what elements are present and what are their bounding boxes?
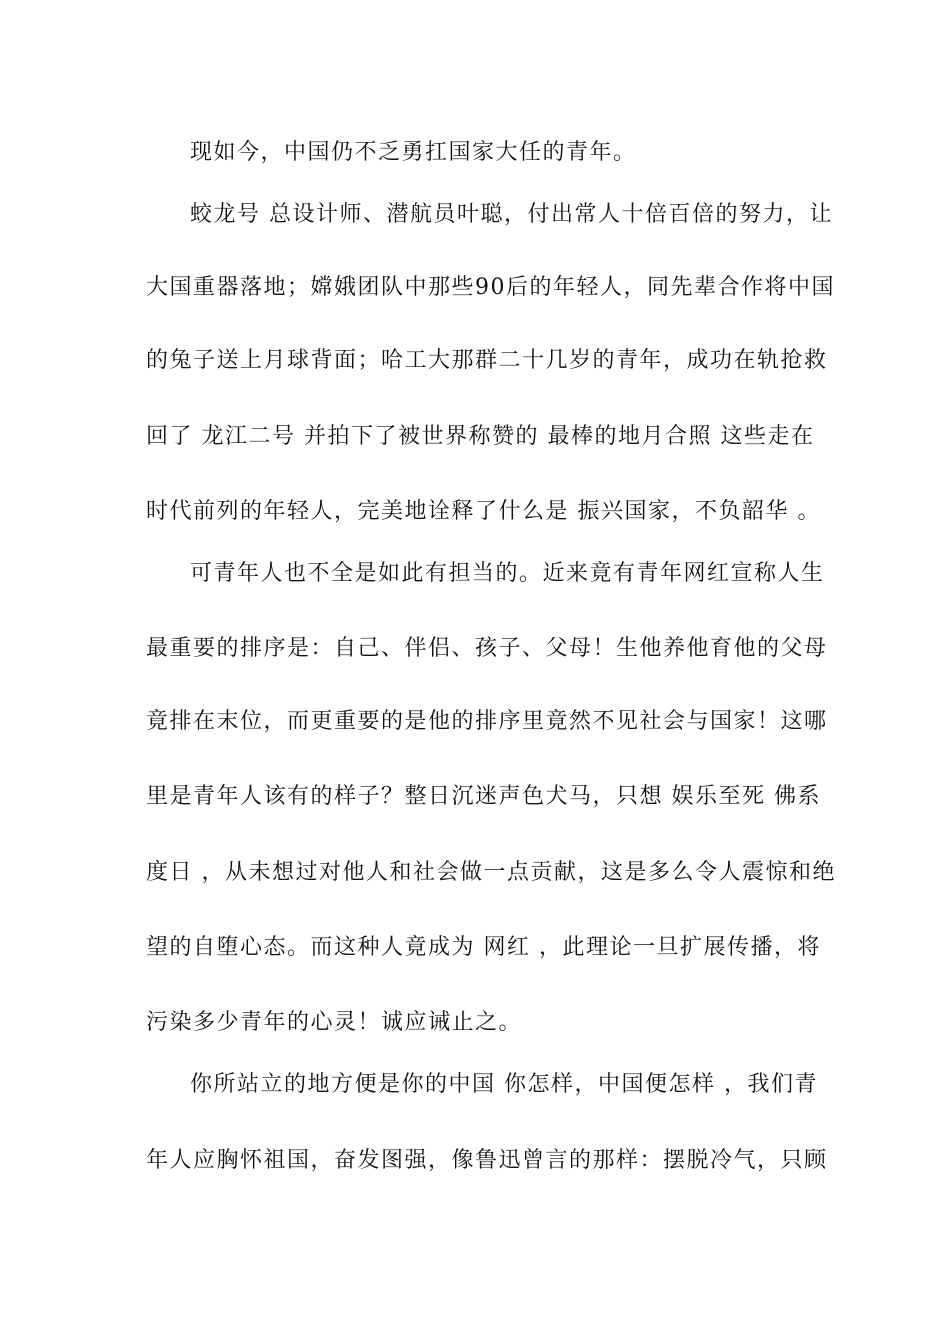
paragraph-3-line-7: 污染多少青年的心灵！诚应诫止之。: [146, 1010, 523, 1035]
paragraph-3-line-5: 度日 ，从未想过对他人和社会做一点贡献，这是多么令人震惊和绝: [146, 860, 836, 885]
paragraph-2-line-3: 的兔子送上月球背面；哈工大那群二十几岁的青年，成功在轨抢救: [146, 348, 828, 373]
paragraph-2-line-5: 时代前列的年轻人，完美地诠释了什么是 振兴国家，不负韶华 。: [146, 499, 821, 524]
paragraph-1-line-1: 现如今，中国仍不乏勇扛国家大任的青年。: [190, 140, 637, 165]
paragraph-3-line-6: 望的自堕心态。而这种人竟成为 网红 ，此理论一旦扩展传播，将: [146, 935, 821, 960]
paragraph-2-line-4: 回了 龙江二号 并拍下了被世界称赞的 最棒的地月合照 这些走在: [146, 424, 815, 449]
paragraph-3-line-1: 可青年人也不全是如此有担当的。近来竟有青年网红宣称人生: [190, 561, 825, 586]
paragraph-2-line-2: 大国重器落地；嫦娥团队中那些90后的年轻人，同先辈合作将中国: [146, 275, 835, 300]
paragraph-3-line-2: 最重要的排序是：自己、伴侣、孩子、父母！生他养他育他的父母: [146, 636, 828, 661]
paragraph-2-line-1: 蛟龙号 总设计师、潜航员叶聪，付出常人十倍百倍的努力，让: [190, 202, 833, 227]
paragraph-4-line-1: 你所站立的地方便是你的中国 你怎样，中国便怎样 ，我们青: [190, 1072, 818, 1097]
paragraph-4-line-2: 年人应胸怀祖国，奋发图强，像鲁迅曾言的那样：摆脱冷气，只顾: [146, 1148, 828, 1173]
paragraph-3-line-4: 里是青年人该有的样子？整日沉迷声色犬马，只想 娱乐至死 佛系: [146, 784, 821, 809]
paragraph-3-line-3: 竟排在末位，而更重要的是他的排序里竟然不见社会与国家！这哪: [146, 709, 828, 734]
